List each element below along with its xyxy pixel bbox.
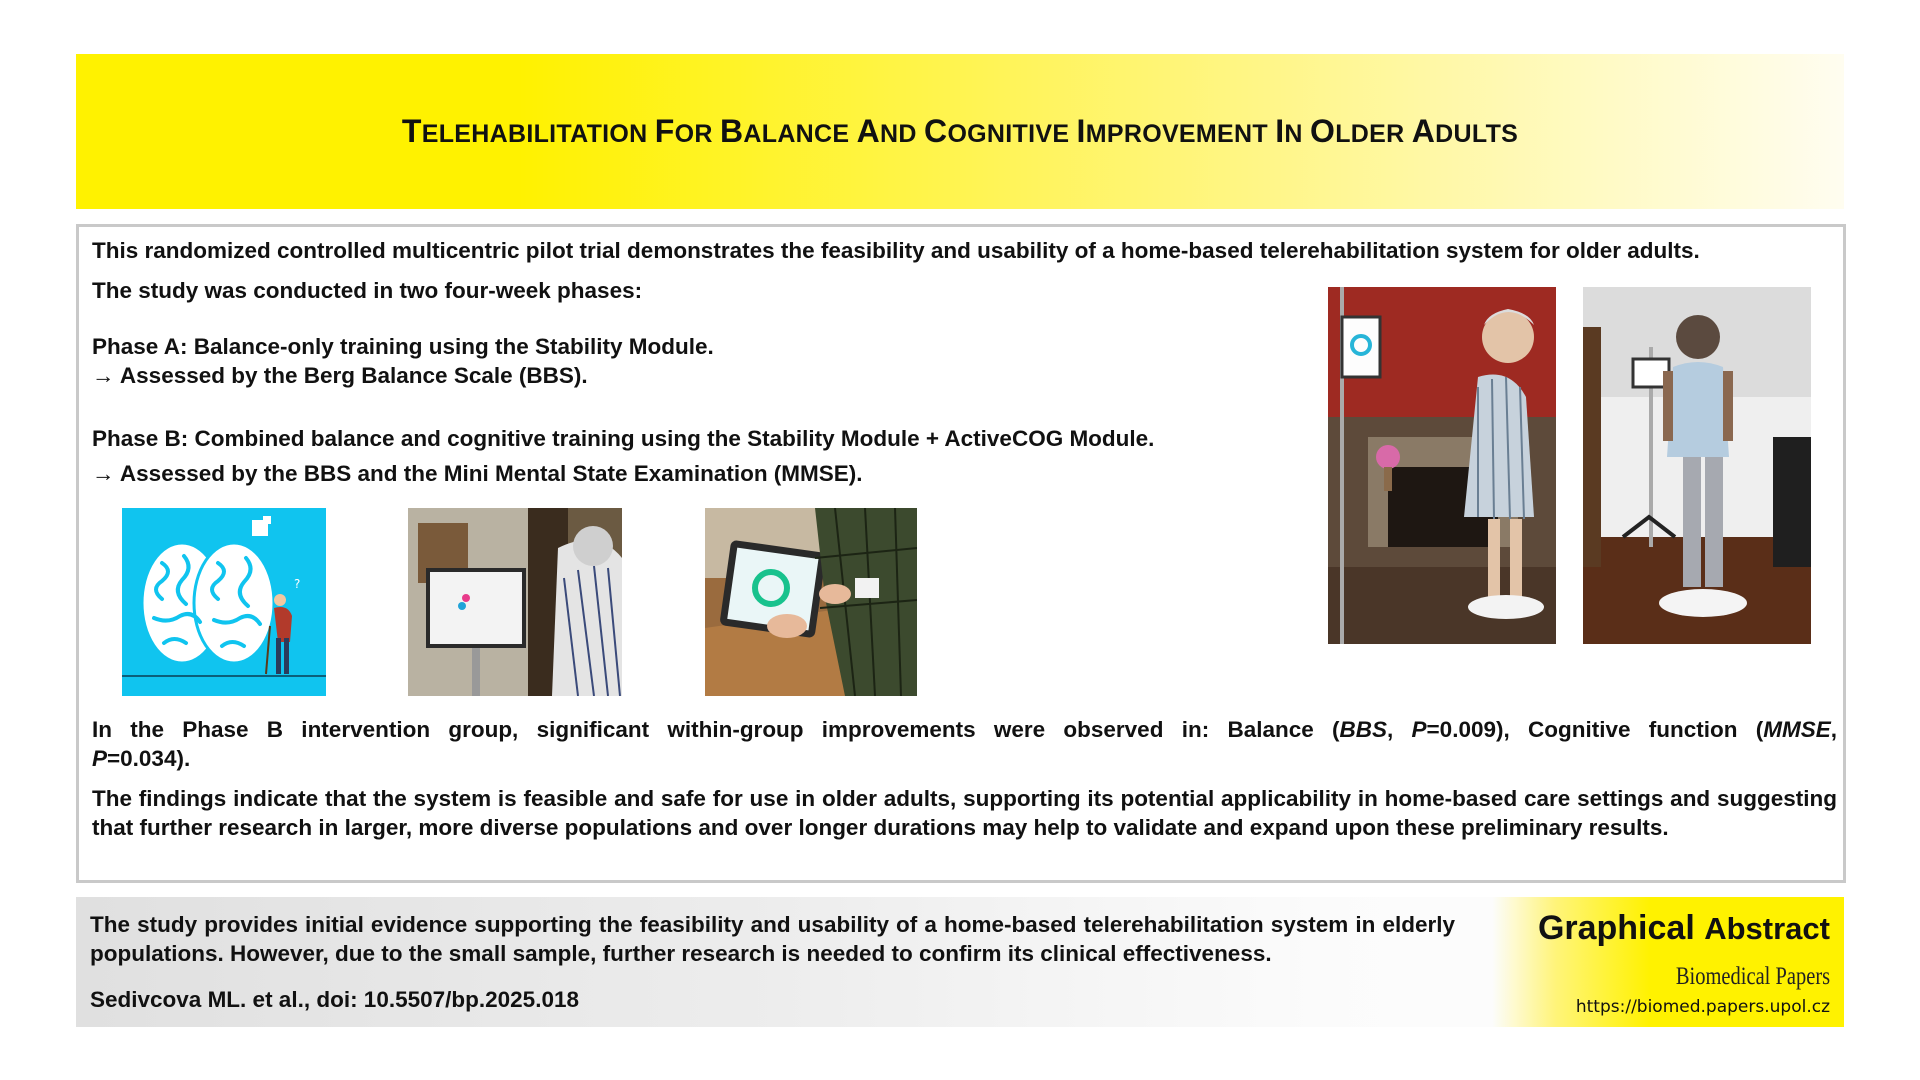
title-word xyxy=(719,113,850,149)
title-word-initial: B xyxy=(719,113,744,149)
title-word-initial: C xyxy=(924,113,948,149)
title-word-rest: N xyxy=(1284,120,1303,148)
title-word xyxy=(924,113,1070,149)
title-word xyxy=(401,113,648,149)
title-word-rest: ELEHABILITATION xyxy=(421,120,648,148)
phase-b-text: Phase B: Combined balance and cognitive training using the Stability Module + ActiveCOG Module. xyxy=(92,426,1155,451)
journal-name: Biomedical Papers xyxy=(1675,963,1830,990)
results-bbs: BBS xyxy=(1339,717,1388,742)
title-word xyxy=(1411,113,1519,149)
badge-graphical: Graphical xyxy=(1537,909,1695,947)
tablet-hands-photo xyxy=(705,508,917,696)
phase-b-assessment: → Assessed by the BBS and the Mini Mental State Examination (MMSE). xyxy=(92,461,863,486)
results-mmse: MMSE xyxy=(1763,717,1831,742)
phase-a-assessment: → Assessed by the Berg Balance Scale (BBS). xyxy=(92,363,588,388)
journal-url[interactable]: https://biomed.papers.upol.cz xyxy=(1575,997,1830,1017)
title-banner xyxy=(76,54,1844,209)
title-word-rest: OR xyxy=(674,120,713,148)
title-word-initial: A xyxy=(1411,113,1436,149)
results-paragraph-line-2 xyxy=(92,744,190,773)
title-word-initial: I xyxy=(1076,113,1086,149)
title-word-rest: LDER xyxy=(1335,120,1405,148)
title-word-initial: I xyxy=(1275,113,1285,149)
title-word xyxy=(1310,113,1405,149)
badge-title xyxy=(1538,909,1830,948)
results-text-2: =0.009), Cognitive function ( xyxy=(1426,717,1764,742)
brain-illustration xyxy=(122,508,326,696)
title-word-initial: A xyxy=(856,113,881,149)
title-word-rest: ALANCE xyxy=(743,120,850,148)
main-content-box xyxy=(76,224,1846,883)
title-word xyxy=(1275,113,1303,149)
badge-abstract: Abstract xyxy=(1704,911,1830,946)
title-word xyxy=(1076,113,1268,149)
title-word-initial: F xyxy=(654,113,675,149)
results-sep-2: , xyxy=(1830,717,1837,742)
conclusion-text: The study provides initial evidence supporting the feasibility and usability of a home-based telerehabilitation system in elderly populations. However, due to the small sample, further research is needed to confirm its clinical effectiveness. xyxy=(90,912,1455,966)
phase-a-text: Phase A: Balance-only training using the Stability Module. xyxy=(92,334,714,359)
title-word xyxy=(654,113,713,149)
balance-board-photo-2 xyxy=(1583,287,1811,644)
page-title xyxy=(402,113,1518,150)
title-word-rest: ND xyxy=(880,120,917,148)
citation: Sedivcova ML. et al., doi: 10.5507/bp.2025.018 xyxy=(90,987,579,1012)
intro-paragraph: This randomized controlled multicentric pilot trial demonstrates the feasibility and usability of a home-based telerehabilitation system for older adults. xyxy=(92,238,1700,263)
results-text-1: In the Phase B intervention group, significant within-group improvements were observed in: Balance ( xyxy=(92,717,1340,742)
graphical-abstract-badge xyxy=(1492,897,1844,1027)
balance-board-photo-1 xyxy=(1328,287,1556,644)
title-word-rest: DULTS xyxy=(1435,120,1519,148)
title-word-rest: MPROVEMENT xyxy=(1085,120,1268,148)
title-word-rest: OGNITIVE xyxy=(947,120,1070,148)
title-word xyxy=(856,113,917,149)
findings-paragraph: The findings indicate that the system is feasible and safe for use in older adults, supporting its potential applicability in home-based care settings and suggesting that further research in larger, more diverse populations and over longer durations may help to validate and expand upon these preliminary results. xyxy=(92,786,1837,840)
tablet-stand-photo xyxy=(408,508,622,696)
title-word-initial: O xyxy=(1310,113,1336,149)
phases-intro: The study was conducted in two four-week phases: xyxy=(92,278,643,303)
results-sep-1: , xyxy=(1387,717,1412,742)
results-text-3: =0.034). xyxy=(107,746,191,771)
title-word-initial: T xyxy=(401,113,422,149)
results-paragraph xyxy=(92,715,1837,744)
svg-text:?: ? xyxy=(294,577,301,591)
results-p-2: P xyxy=(92,746,108,771)
results-p-1: P xyxy=(1411,717,1427,742)
